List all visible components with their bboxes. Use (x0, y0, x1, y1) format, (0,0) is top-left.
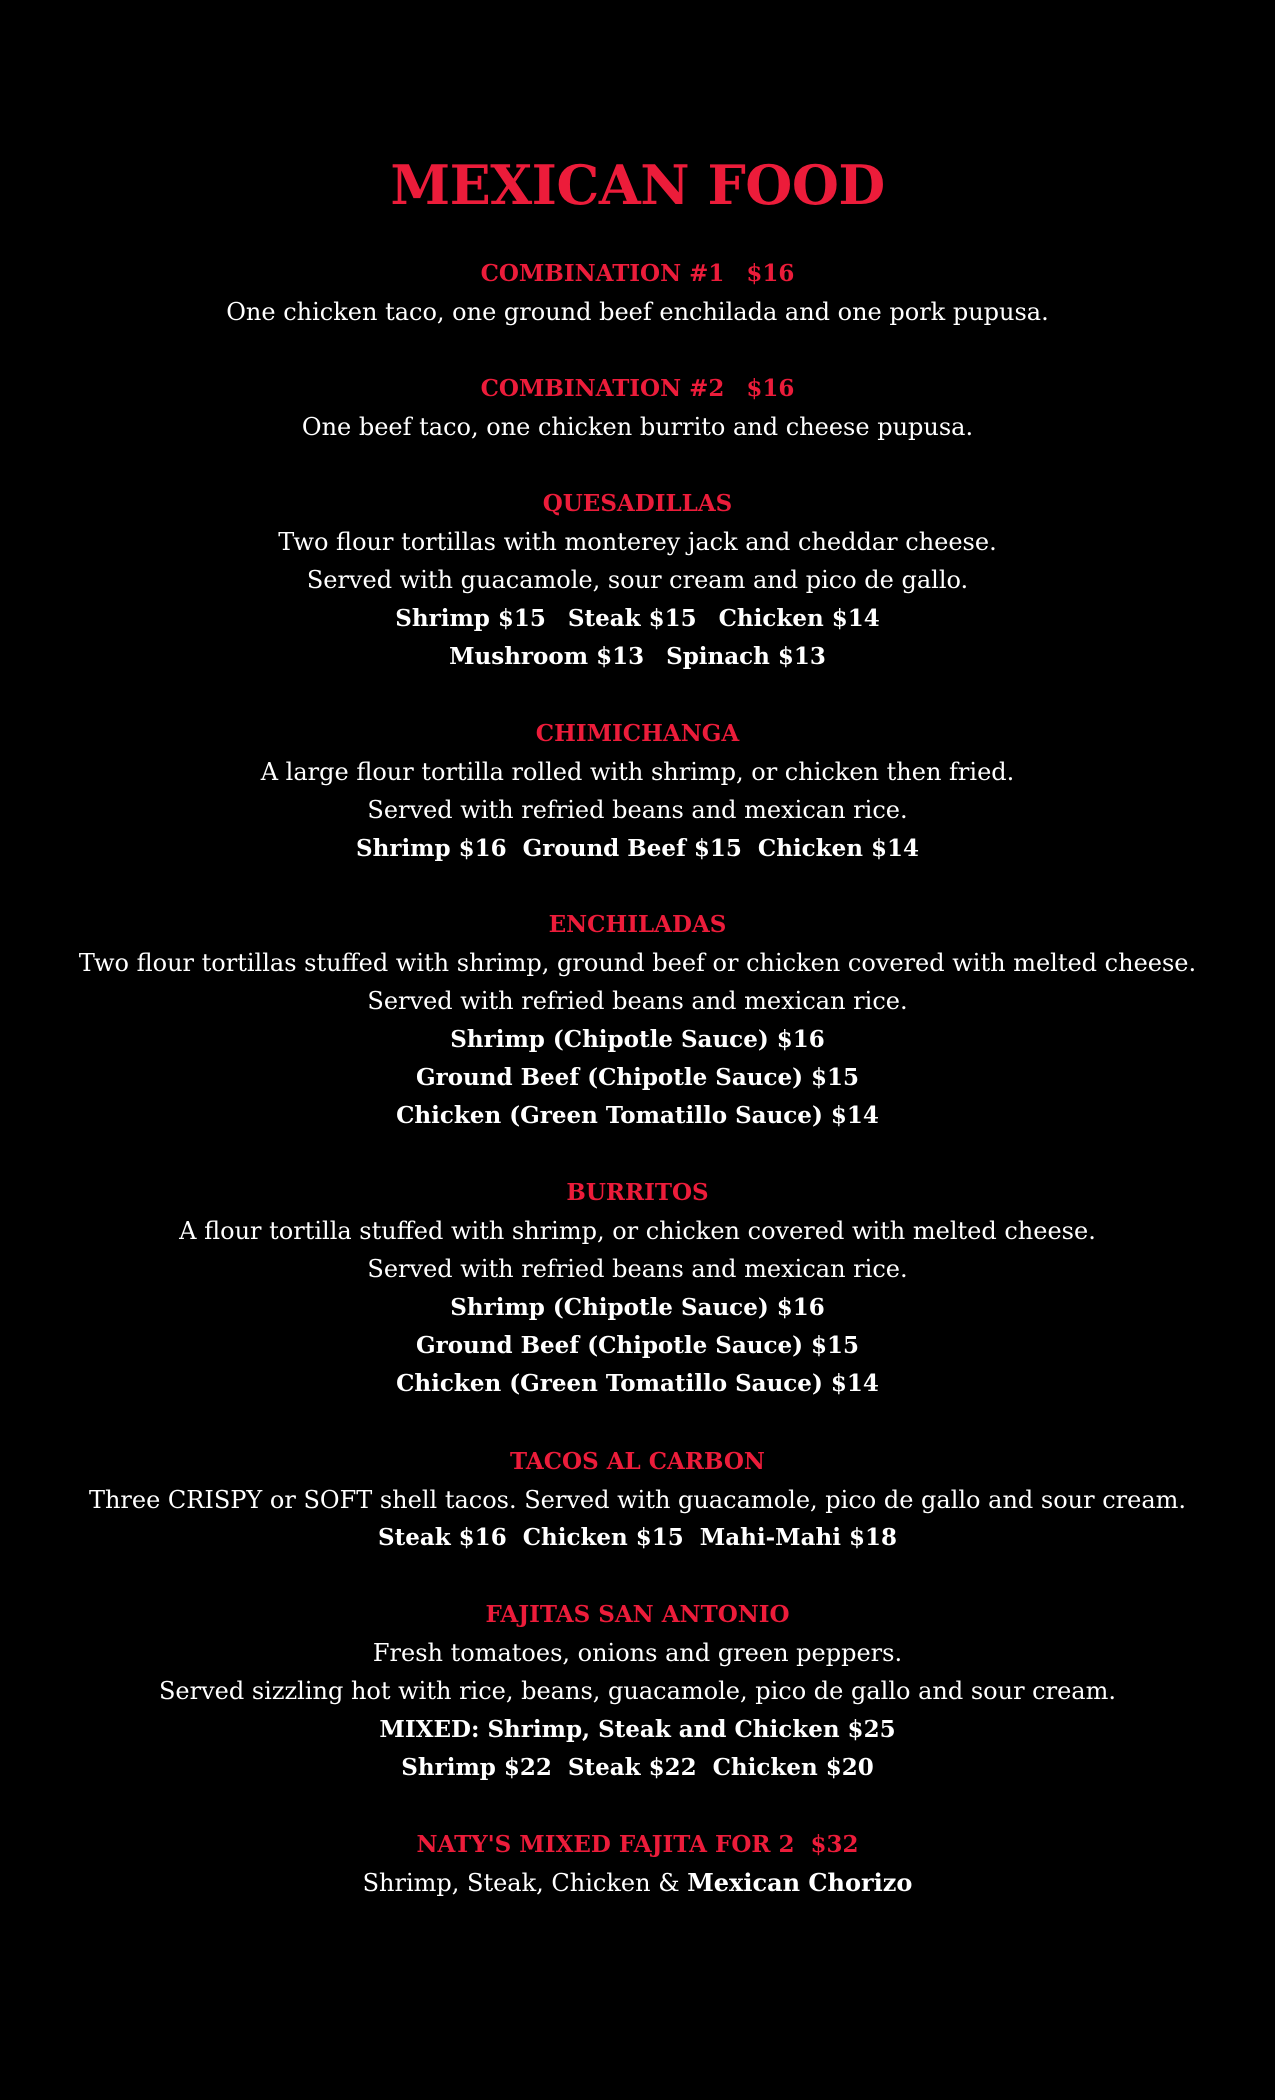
price-line: Chicken (Green Tomatillo Sauce) $14 (396, 1370, 879, 1398)
price-item: Steak $22 (567, 1753, 697, 1781)
heading-text: COMBINATION #1 (480, 260, 725, 287)
heading-price: $16 (746, 375, 795, 402)
price-line: Chicken (Green Tomatillo Sauce) $14 (396, 1102, 879, 1130)
price-line: Ground Beef (Chipotle Sauce) $15 (415, 1331, 860, 1359)
heading-price: $16 (746, 260, 795, 287)
section-tacos-al-carbon (0, 1443, 1275, 1558)
section-quesadillas (0, 485, 1275, 676)
price-line (0, 638, 1275, 676)
price-item: Mushroom $13 (449, 642, 645, 670)
section-heading: FAJITAS SAN ANTONIO (485, 1601, 790, 1628)
section-heading: BURRITOS (566, 1179, 709, 1206)
section-chimichanga (0, 715, 1275, 868)
price-item: Shrimp $15 (395, 604, 546, 632)
price-line: MIXED: Shrimp, Steak and Chicken $25 (379, 1715, 896, 1743)
description-line: Served with refried beans and mexican rice. (367, 796, 908, 825)
section-heading: ENCHILADAS (548, 911, 727, 938)
heading-text: NATY'S MIXED FAJITA FOR 2 (416, 1831, 795, 1858)
price-item: Chicken $14 (718, 604, 880, 632)
price-line: Shrimp (Chipotle Sauce) $16 (450, 1293, 825, 1321)
section-heading (0, 370, 1275, 408)
description-line: One beef taco, one chicken burrito and cheese pupusa. (301, 413, 974, 441)
section-enchiladas (0, 906, 1275, 1135)
price-line (0, 830, 1275, 868)
section-natys-mixed-fajita (0, 1826, 1275, 1902)
description-line: A flour tortilla stuffed with shrimp, or chicken covered with melted cheese. (179, 1217, 1096, 1245)
price-line (0, 1519, 1275, 1557)
price-item: Ground Beef $15 (522, 834, 742, 862)
section-heading: CHIMICHANGA (535, 720, 740, 747)
price-line (0, 1749, 1275, 1787)
section-heading (0, 255, 1275, 293)
section-heading: QUESADILLAS (542, 490, 733, 517)
description-line: Served with refried beans and mexican rice. (367, 987, 908, 1016)
price-item: Chicken $15 (522, 1524, 684, 1552)
description-line: Served sizzling hot with rice, beans, guacamole, pico de gallo and sour cream. (158, 1677, 1116, 1706)
menu-title: MEXICAN FOOD (390, 153, 885, 217)
price-line: Ground Beef (Chipotle Sauce) $15 (415, 1063, 860, 1091)
price-line: Shrimp (Chipotle Sauce) $16 (450, 1025, 825, 1053)
section-fajitas-san-antonio (0, 1596, 1275, 1787)
section-heading: TACOS AL CARBON (510, 1448, 765, 1475)
description-line: Two flour tortillas with monterey jack and cheddar cheese. (278, 528, 997, 556)
description-line: Three CRISPY or SOFT shell tacos. Served with guacamole, pico de gallo and sour cream. (88, 1486, 1187, 1514)
price-item: Chicken $20 (712, 1753, 874, 1781)
description-line: Fresh tomatoes, onions and green peppers. (372, 1639, 903, 1667)
section-combination-1 (0, 255, 1275, 331)
description-line: A large flour tortilla rolled with shrimp, or chicken then fried. (260, 758, 1015, 786)
description-line: Two flour tortillas stuffed with shrimp, ground beef or chicken covered with melted cheese. (78, 949, 1197, 977)
section-combination-2 (0, 370, 1275, 446)
heading-price: $32 (810, 1831, 859, 1858)
section-burritos (0, 1174, 1275, 1403)
price-item: Shrimp $16 (356, 834, 507, 862)
description-line (0, 1864, 1275, 1902)
price-item: Spinach $13 (666, 642, 826, 670)
heading-text: COMBINATION #2 (480, 375, 725, 402)
section-heading (0, 1826, 1275, 1864)
price-line (0, 600, 1275, 638)
price-item: Mahi-Mahi $18 (699, 1524, 898, 1552)
price-item: Steak $16 (377, 1524, 507, 1552)
description-line: Served with refried beans and mexican rice. (367, 1255, 908, 1284)
description-text: Shrimp, Steak, Chicken & (362, 1869, 680, 1897)
description-bold-text: Mexican Chorizo (687, 1868, 913, 1897)
description-line: Served with guacamole, sour cream and pico de gallo. (306, 566, 969, 595)
price-item: Chicken $14 (757, 834, 919, 862)
price-item: Shrimp $22 (401, 1753, 552, 1781)
price-item: Steak $15 (567, 604, 697, 632)
description-line: One chicken taco, one ground beef enchilada and one pork pupusa. (226, 298, 1049, 326)
